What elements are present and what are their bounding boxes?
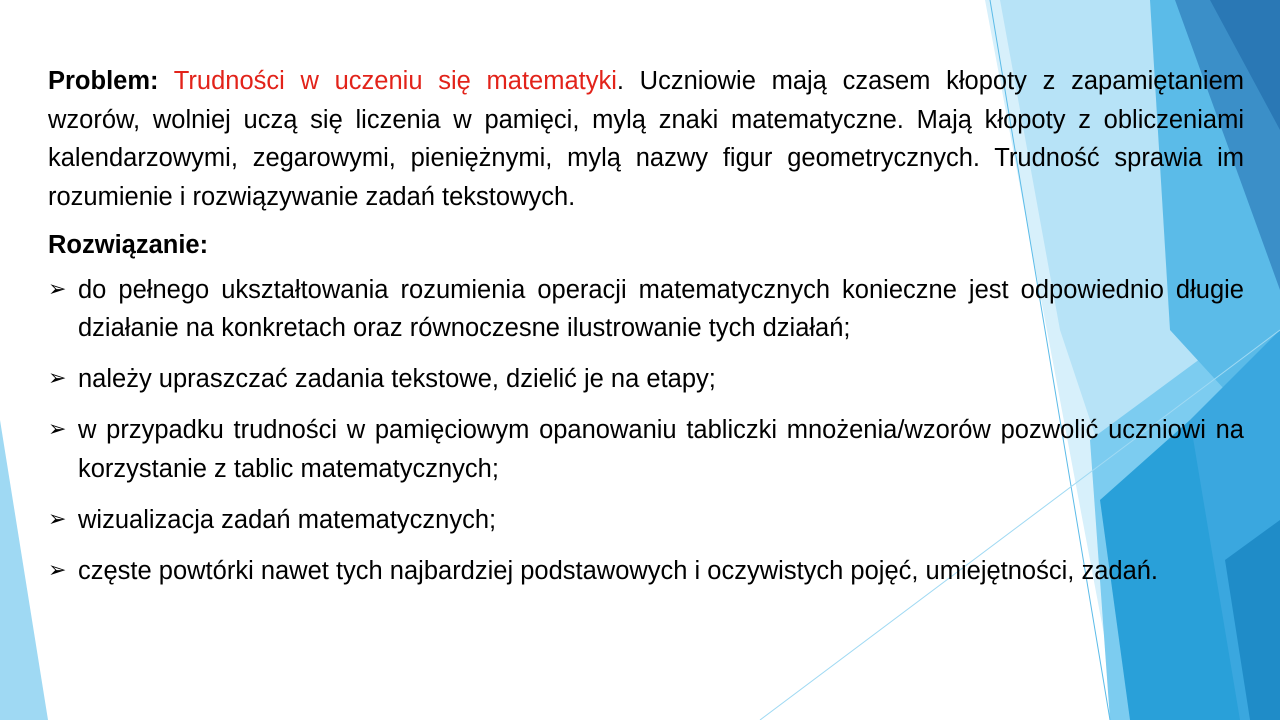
left-facet — [0, 420, 48, 720]
arrowhead-bullet-icon: ➢ — [48, 366, 67, 391]
problem-label: Problem: — [48, 67, 159, 95]
list-item-text: należy upraszczać zadania tekstowe, dzielić je na etapy; — [78, 365, 716, 393]
list-item-text: do pełnego ukształtowania rozumienia operacji matematycznych konieczne jest odpowiednio długie działanie na konkretach oraz równoczesne ilustrowanie tych działań; — [78, 275, 1244, 342]
problem-paragraph — [48, 62, 1244, 216]
arrowhead-bullet-icon: ➢ — [48, 417, 67, 442]
list-item — [48, 501, 1244, 540]
problem-highlight: Trudności w uczeniu się matematyki — [173, 67, 617, 95]
arrowhead-bullet-icon: ➢ — [48, 557, 67, 583]
problem-text: . Uczniowie mają czasem kłopoty z zapamiętaniem wzorów, wolniej uczą się liczenia w pamięci, mylą znaki matematyczne. Mają kłopoty z obliczeniami kalendarzowymi, zegarowymi, pieniężnymi, mylą nazwy figur geometrycznych. Trudność sprawia im rozumienie i rozwiązywanie zadań tekstowych. — [48, 67, 1245, 211]
list-item — [48, 271, 1244, 348]
list-item — [48, 360, 1244, 399]
list-item-text: wizualizacja zadań matematycznych; — [78, 505, 497, 534]
solution-list — [48, 271, 1244, 591]
list-item — [48, 552, 1244, 591]
solution-title: Rozwiązanie: — [48, 231, 209, 259]
arrowhead-bullet-icon: ➢ — [48, 276, 67, 302]
list-item-text: częste powtórki nawet tych najbardziej podstawowych i oczywistych pojęć, umiejętności, zadań. — [78, 556, 1159, 585]
slide-content — [48, 62, 1244, 603]
arrowhead-bullet-icon: ➢ — [48, 506, 67, 532]
list-item — [48, 411, 1244, 488]
list-item-text: w przypadku trudności w pamięciowym opanowaniu tabliczki mnożenia/wzorów pozwolić uczniowi na korzystanie z tablic matematycznych; — [78, 416, 1244, 483]
